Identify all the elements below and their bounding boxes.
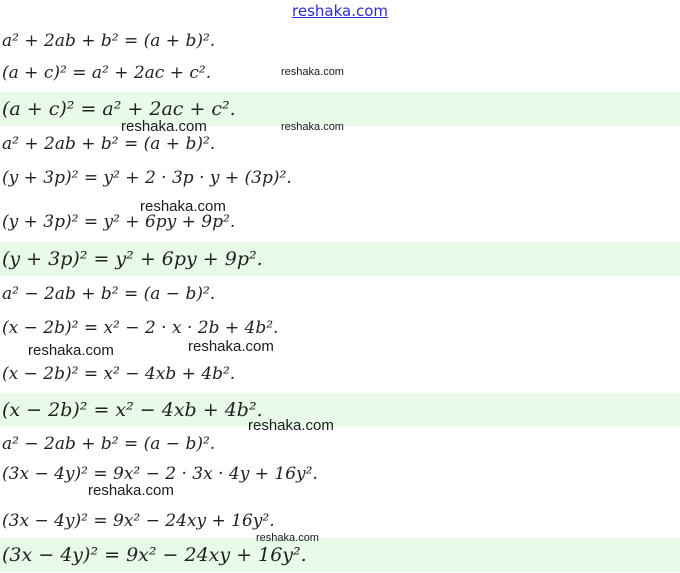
- formula-text: (y + 3p)² = y² + 2 · 3p · y + (3p)².: [2, 168, 292, 188]
- answer-text: (y + 3p)² = y² + 6py + 9p².: [2, 248, 263, 270]
- formula-line: [0, 28, 680, 54]
- answer-line: [0, 242, 680, 276]
- formula-text: a² + 2ab + b² = (a + b)².: [2, 134, 216, 154]
- watermark: reshaka.com: [88, 482, 174, 499]
- answer-text: (3x − 4y)² = 9x² − 24xy + 16y².: [2, 544, 307, 566]
- watermark: reshaka.com: [188, 338, 274, 355]
- formula-line: [0, 131, 680, 157]
- formula-line: [0, 361, 680, 387]
- formula-text: (3x − 4y)² = 9x² − 2 · 3x · 4y + 16y².: [2, 464, 318, 484]
- answer-text: (a + c)² = a² + 2ac + c².: [2, 98, 236, 120]
- site-header-link[interactable]: reshaka.com: [292, 2, 388, 20]
- formula-text: a² + 2ab + b² = (a + b)².: [2, 31, 216, 51]
- watermark: reshaka.com: [121, 118, 207, 135]
- formula-text: (a + c)² = a² + 2ac + c².: [2, 63, 212, 83]
- watermark: reshaka.com: [28, 342, 114, 359]
- answer-line: [0, 538, 680, 572]
- formula-text: (y + 3p)² = y² + 6py + 9p².: [2, 212, 236, 232]
- formula-line: [0, 281, 680, 307]
- formula-line: [0, 209, 680, 235]
- formula-text: (3x − 4y)² = 9x² − 24xy + 16y².: [2, 511, 275, 531]
- formula-line: [0, 431, 680, 457]
- watermark: reshaka.com: [140, 198, 226, 215]
- answer-text: (x − 2b)² = x² − 4xb + 4b².: [2, 399, 263, 421]
- formula-text: (x − 2b)² = x² − 4xb + 4b².: [2, 364, 236, 384]
- watermark: reshaka.com: [281, 66, 344, 78]
- formula-text: (x − 2b)² = x² − 2 · x · 2b + 4b².: [2, 318, 279, 338]
- formula-text: a² − 2ab + b² = (a − b)².: [2, 284, 216, 304]
- watermark: reshaka.com: [256, 532, 319, 544]
- formula-text: a² − 2ab + b² = (a − b)².: [2, 434, 216, 454]
- formula-line: [0, 508, 680, 534]
- answer-line: [0, 393, 680, 427]
- formula-line: [0, 165, 680, 191]
- watermark: reshaka.com: [281, 121, 344, 133]
- watermark: reshaka.com: [248, 417, 334, 434]
- formula-line: [0, 315, 680, 341]
